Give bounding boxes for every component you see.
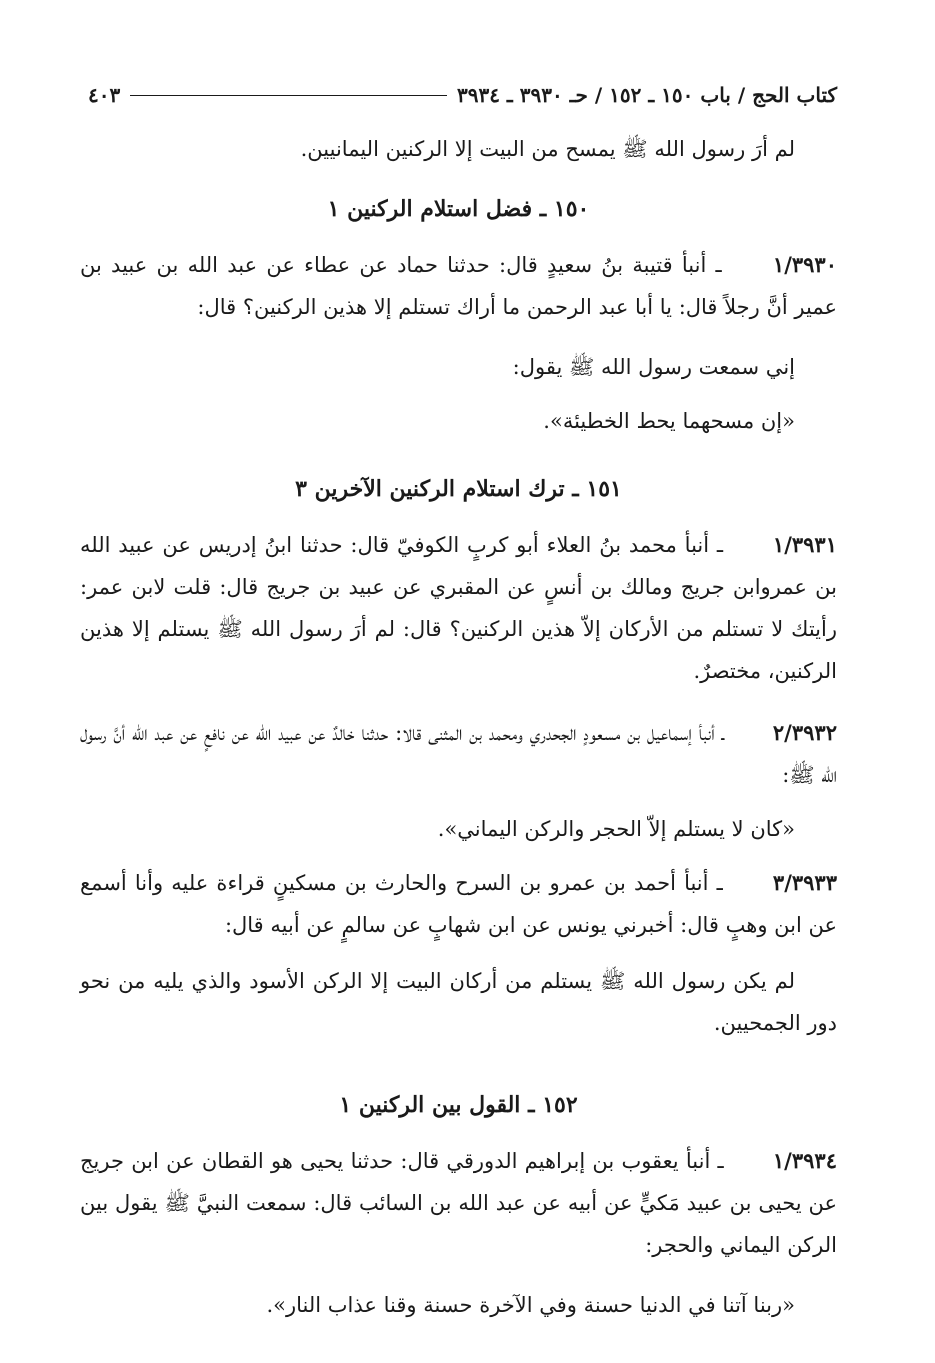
hadith-text: ـ أنبأ قتيبة بنُ سعيدٍ قال: حدثنا حماد عن عطاء عن عبد الله بن عبيد بن عمير أنَّ رجلاً قال: يا أبا عبد الرحمن ما أراك تستلم إلا هذين الركنين؟ قال: (80, 253, 837, 319)
continued-quote-line: لم أرَ رسول الله ﷺ يمسح من البيت إلا الركنين اليمانيين. (300, 137, 795, 161)
hadith-number: ٣/٣٩٣٣ (772, 870, 837, 895)
hadith-quote-text: لم يكن رسول الله ﷺ يستلم من أركان البيت إلا الركن الأسود والذي يليه من نحو دور الجمحيين. (80, 969, 837, 1035)
hadith-number: ٢/٣٩٣٢ (772, 720, 837, 745)
hadith-3932-quote: «كان لا يستلم إلاّ الحجر والركن اليماني». (437, 817, 795, 841)
hadith-text: ـ أنبأ أحمد بن عمرو بن السرح والحارث بن مسكينٍ قراءة عليه وأنا أسمع عن ابن وهبٍ قال: أخبرني يونس عن ابن شهابٍ عن سالمٍ عن أبيه قال: (80, 871, 837, 937)
section-heading-152: ١٥٢ ـ القول بين الركنين ١ (339, 1092, 578, 1118)
hadith-3934-quote: «ربنا آتنا في الدنيا حسنة وفي الآخرة حسنة وقنا عذاب النار». (266, 1293, 795, 1317)
header-title: كتاب الحج / باب ١٥٠ ـ ١٥٢ / حـ ٣٩٣٠ ـ ٣٩٣٤ (456, 83, 837, 107)
hadith-number: ١/٣٩٣٠ (772, 252, 837, 277)
hadith-text: ـ أنبأ إسماعيل بن مسعودٍ الجحدري ومحمد بن المثنى قالا: حدثنا خالدٌ عن عبيد الله عن نافعٍ عن عبد الله أنَّ رسول الله ﷺ: (80, 721, 837, 787)
hadith-3932 (80, 712, 837, 796)
hadith-3930-quote: «إن مسحهما يحط الخطيئة». (543, 409, 795, 433)
section-heading-151: ١٥١ ـ ترك استلام الركنين الآخرين ٣ (295, 476, 622, 502)
section-heading-150: ١٥٠ ـ فضل استلام الركنين ١ (327, 196, 590, 222)
page-number: ٤٠٣ (88, 83, 121, 107)
hadith-3933 (80, 862, 837, 946)
hadith-3930-quote-intro: إني سمعت رسول الله ﷺ يقول: (512, 355, 795, 379)
hadith-number: ١/٣٩٣٤ (772, 1148, 837, 1173)
hadith-3933-quote (80, 960, 837, 1044)
hadith-3930 (80, 244, 837, 328)
running-header (88, 78, 837, 112)
hadith-3934 (80, 1140, 837, 1266)
hadith-number: ١/٣٩٣١ (772, 532, 837, 557)
hadith-text: ـ أنبأ يعقوب بن إبراهيم الدورقي قال: حدثنا يحيى هو القطان عن ابن جريج عن يحيى بن عبيد مَكيٍّ عن أبيه عن عبد الله بن السائب قال: سمعت النبيَّ ﷺ يقول بين الركن اليماني والحجر: (80, 1149, 837, 1257)
hadith-text: ـ أنبأ محمد بنُ العلاء أبو كربٍ الكوفيّ قال: حدثنا ابنُ إدريس عن عبيد الله بن عمروابن جريج ومالك بن أنسٍ عن المقبري عن عبيد بن جريج قال: قلت لابن عمر: رأيتك لا تستلم من الأركان إلاّ هذين الركنين؟ قال: لم أرَ رسول الله ﷺ يستلم إلا هذين الركنين، مختصرٌ. (80, 533, 837, 683)
header-rule (130, 95, 447, 96)
hadith-3931 (80, 524, 837, 692)
